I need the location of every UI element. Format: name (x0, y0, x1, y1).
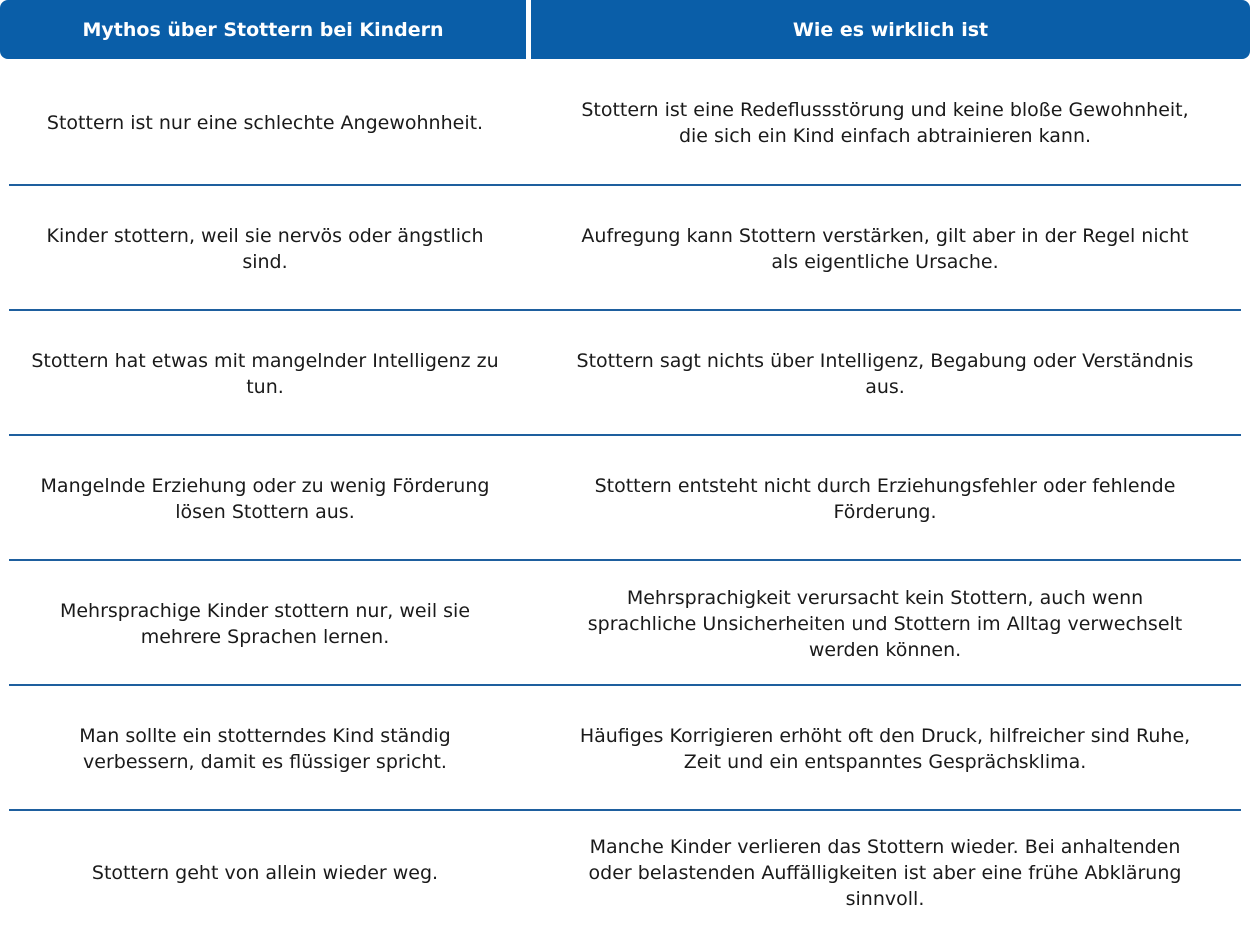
fact-text: Häufiges Korrigieren erhöht oft den Druck, hilfreicher sind Ruhe, Zeit und ein entspanntes Gesprächsklima. (579, 724, 1191, 773)
fact-cell (575, 561, 1195, 686)
myth-cell (30, 436, 500, 561)
myth-text: Kinder stottern, weil sie nervös oder ängstlich sind. (46, 224, 484, 273)
fact-cell (575, 311, 1195, 436)
table-row (0, 561, 1250, 686)
table-row (0, 311, 1250, 436)
fact-cell (575, 811, 1195, 935)
fact-cell (575, 59, 1195, 186)
myth-cell (30, 561, 500, 686)
table-row (0, 811, 1250, 935)
header-myth (0, 0, 526, 59)
header-fact-label: Wie es wirklich ist (792, 18, 989, 41)
myth-cell (30, 811, 500, 935)
table-row (0, 59, 1250, 186)
table-body (0, 59, 1250, 935)
myth-text: Stottern geht von allein wieder weg. (91, 862, 439, 884)
myth-text: Man sollte ein stotterndes Kind ständig verbessern, damit es flüssiger spricht. (79, 724, 451, 773)
table-row (0, 186, 1250, 311)
fact-cell (575, 436, 1195, 561)
fact-text: Stottern entsteht nicht durch Erziehungsfehler oder fehlende Förderung. (594, 474, 1176, 523)
myth-text: Mehrsprachige Kinder stottern nur, weil sie mehrere Sprachen lernen. (59, 599, 471, 648)
fact-text: Stottern ist eine Redeflussstörung und keine bloße Gewohnheit, die sich ein Kind einfach abtrainieren kann. (581, 98, 1189, 147)
fact-text: Stottern sagt nichts über Intelligenz, Begabung oder Verständnis aus. (576, 349, 1194, 398)
table-row (0, 436, 1250, 561)
fact-text: Aufregung kann Stottern verstärken, gilt aber in der Regel nicht als eigentliche Ursache. (581, 224, 1189, 273)
myth-text: Mangelnde Erziehung oder zu wenig Förderung lösen Stottern aus. (40, 474, 490, 523)
fact-text: Mehrsprachigkeit verursacht kein Stottern, auch wenn sprachliche Unsicherheiten und Stottern im Alltag verwechselt werden können. (587, 586, 1183, 661)
header-myth-label: Mythos über Stottern bei Kindern (82, 18, 444, 41)
table-row (0, 686, 1250, 811)
fact-cell (575, 686, 1195, 811)
myth-text: Stottern hat etwas mit mangelnder Intelligenz zu tun. (31, 349, 499, 398)
myth-cell (30, 311, 500, 436)
myth-cell (30, 186, 500, 311)
table-header (0, 0, 1250, 59)
header-fact (531, 0, 1250, 59)
myth-text: Stottern ist nur eine schlechte Angewohnheit. (46, 111, 484, 134)
fact-text: Manche Kinder verlieren das Stottern wieder. Bei anhaltenden oder belastenden Auffälligkeiten ist aber eine frühe Abklärung sinnvoll. (588, 836, 1182, 910)
myth-cell (30, 59, 500, 186)
fact-cell (575, 186, 1195, 311)
myth-cell (30, 686, 500, 811)
